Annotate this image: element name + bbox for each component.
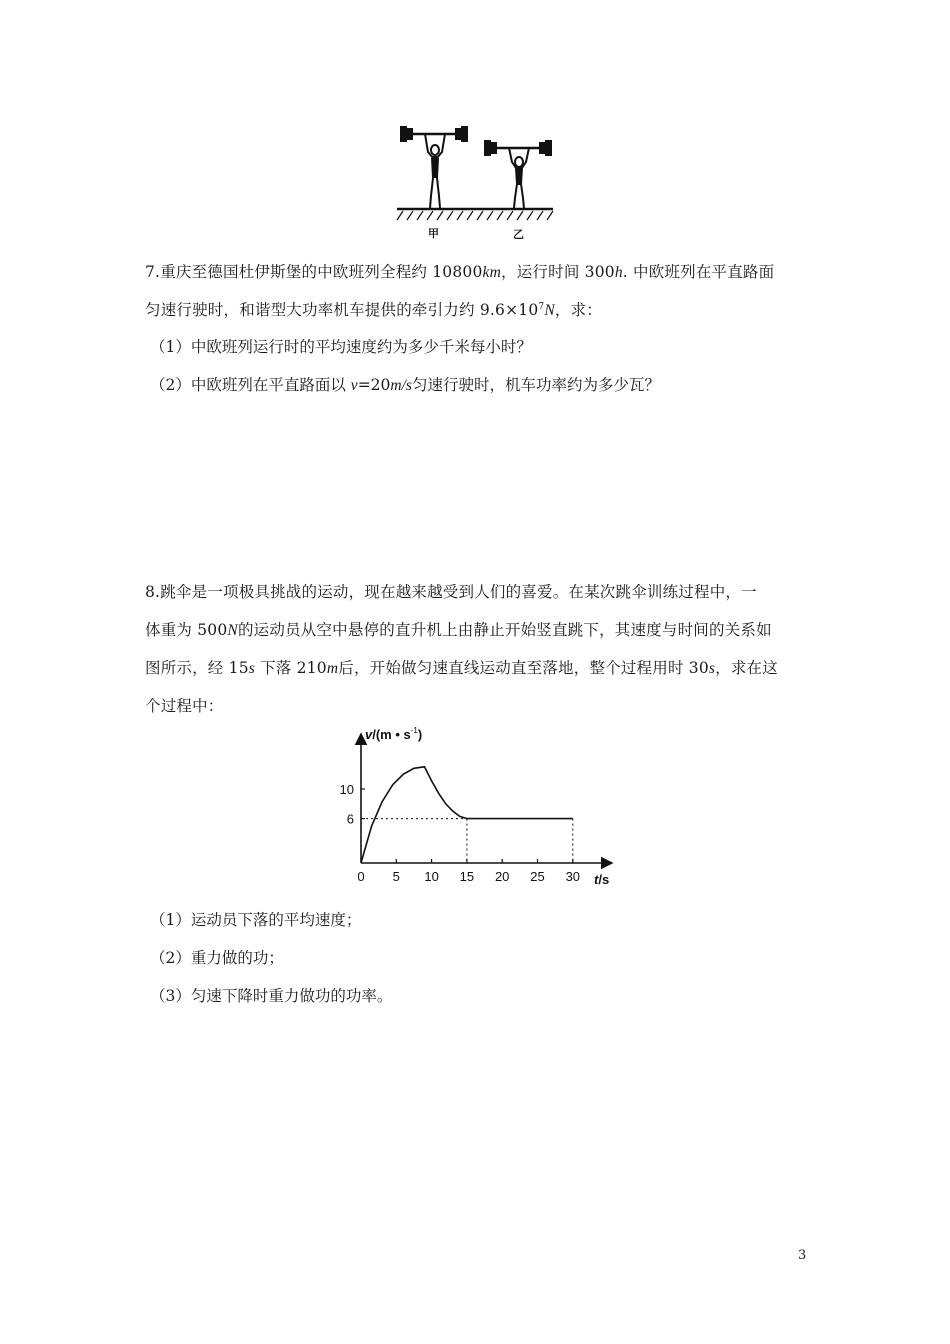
q8-part3: （3）匀速下降时重力做功的功率。 — [150, 987, 393, 1005]
q8-part1: （1）运动员下落的平均速度； — [150, 911, 362, 929]
x-tick-label: 25 — [530, 869, 545, 884]
y-axis-label: v/(m • $s^{-1}$) — [365, 726, 423, 742]
lifter-jia — [401, 127, 467, 208]
q8-line4: 个过程中： — [145, 697, 224, 715]
q7-line2: 匀速行驶时，和谐型大功率机车提供的牵引力约 $9.6\times 10^7N$，求： — [145, 301, 602, 319]
q8-part2: （2）重力做的功； — [150, 949, 284, 967]
q8-line2: 体重为 500N的运动员从空中悬停的直升机上由静止开始竖直跳下，其速度与时间的关系如 — [145, 621, 772, 639]
x-axis-label: t/s — [594, 872, 610, 887]
q7-part1: （1）中欧班列运行时的平均速度约为多少千米每小时？ — [150, 338, 532, 356]
q8-line3: 图所示，经 15s 下落 210m后，开始做匀速直线运动直至落地，整个过程用时 30s，求在这 — [145, 659, 778, 677]
velocity-time-chart — [330, 722, 620, 890]
x-tick-label: 5 — [392, 869, 400, 884]
label-yi: 乙 — [513, 229, 524, 241]
y-tick-label: 10 — [339, 782, 354, 797]
q7-line1: 7.重庆至德国杜伊斯堡的中欧班列全程约 10800km，运行时间 300h. 中欧班列在平直路面 — [145, 263, 775, 281]
velocity-curve — [361, 767, 573, 863]
label-jia: 甲 — [428, 228, 439, 240]
lifter-yi — [485, 141, 551, 208]
page-number: 3 — [798, 1248, 807, 1263]
y-tick-label: 6 — [346, 811, 354, 827]
q7-part2: （2）中欧班列在平直路面以 v=20m/s匀速行驶时，机车功率约为多少瓦？ — [150, 376, 660, 394]
q8-line1: 8.跳伞是一项极具挑战的运动，现在越来越受到人们的喜爱。在某次跳伞训练过程中，一 — [145, 583, 757, 601]
x-tick-label: 15 — [459, 869, 475, 884]
x-tick-label: 10 — [424, 869, 439, 884]
weightlifters-figure — [395, 122, 557, 244]
x-tick-label: 0 — [357, 869, 365, 884]
x-tick-label: 30 — [565, 869, 581, 884]
x-tick-label: 20 — [494, 869, 510, 884]
